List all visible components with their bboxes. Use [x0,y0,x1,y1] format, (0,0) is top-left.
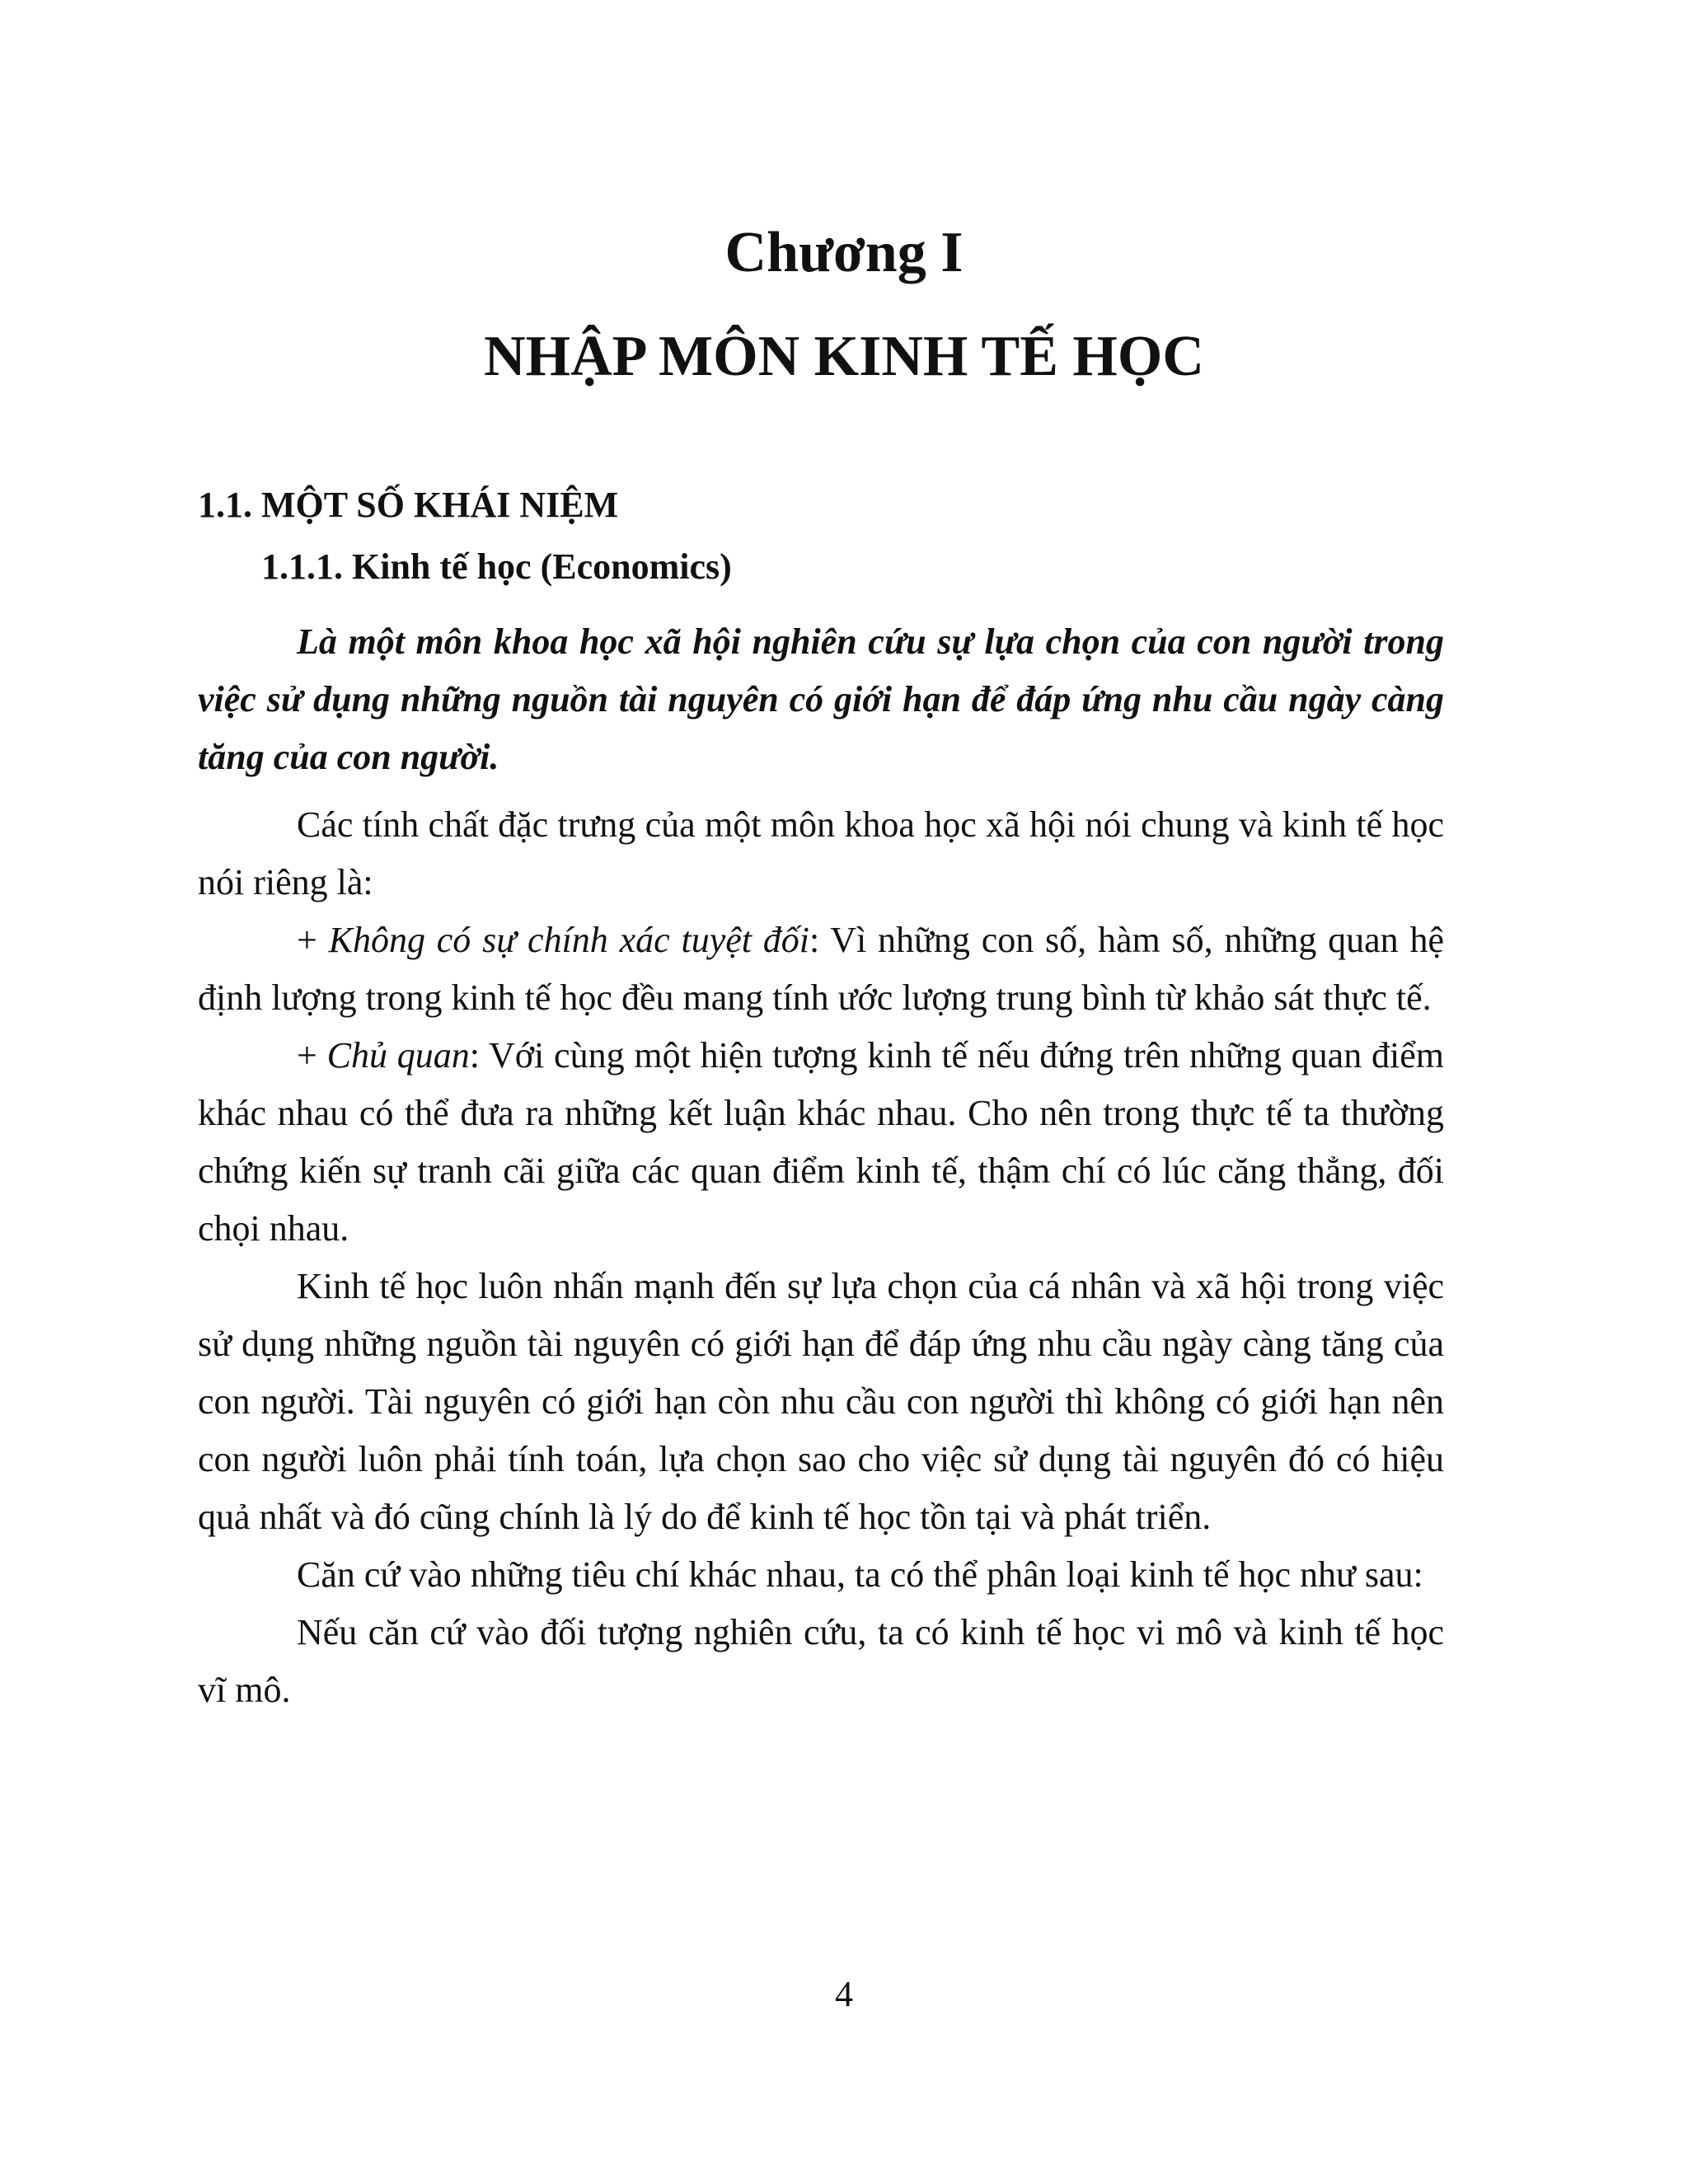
chapter-number: Chương I [724,221,964,284]
subsection-heading: 1.1.1. Kinh tế học (Economics) [261,546,732,587]
section-heading: 1.1. MỘT SỐ KHÁI NIỆM [198,485,619,525]
characteristics-intro-paragraph: Các tính chất đặc trưng của một môn khoa học xã hội nói chung và kinh tế học nói riêng là: [198,804,1444,902]
classification-object-paragraph: Nếu căn cứ vào đối tượng nghiên cứu, ta có kinh tế học vi mô và kinh tế học vĩ mô. [198,1612,1444,1710]
point-one-text: : Vì những con số, hàm số, những quan hệ định lượng trong kinh tế học đều mang tính ước lượng trung bình từ khảo sát thực tế. [198,920,1444,1018]
point-two-paragraph [198,1027,1444,1258]
emphasis-paragraph: Kinh tế học luôn nhấn mạnh đến sự lựa chọn của cá nhân và xã hội trong việc sử dụng những nguồn tài nguyên có giới hạn để đáp ứng nhu cầu ngày càng tăng của con người. Tài nguyên có giới hạn còn nhu cầu con người thì không có giới hạn nên con người luôn phải tính toán, lựa chọn sao cho việc sử dụng tài nguyên đó có hiệu quả nhất và đó cũng chính là lý do để kinh tế học tồn tại và phát triển. [198,1266,1444,1537]
body-text [198,613,1444,1719]
point-two-prefix: + [297,1035,327,1076]
chapter-title: NHẬP MÔN KINH TẾ HỌC [484,325,1204,388]
definition-paragraph: Là một môn khoa học xã hội nghiên cứu sự lựa chọn của con người trong việc sử dụng những nguồn tài nguyên có giới hạn để đáp ứng nhu cầu ngày càng tăng của con người. [198,621,1444,777]
point-two-text: : Với cùng một hiện tượng kinh tế nếu đứng trên những quan điểm khác nhau có thể đưa ra những kết luận khác nhau. Cho nên trong thực tế ta thường chứng kiến sự tranh cãi giữa các quan điểm kinh tế, thậm chí có lúc căng thẳng, đối chọi nhau. [198,1035,1444,1249]
point-one-term: Không có sự chính xác tuyệt đối [328,920,810,960]
point-two-term: Chủ quan [326,1035,470,1076]
page-number: 4 [835,1974,853,2014]
point-one-prefix: + [297,920,329,960]
point-one-paragraph [198,912,1444,1027]
classification-intro-paragraph: Căn cứ vào những tiêu chí khác nhau, ta có thể phân loại kinh tế học như sau: [297,1554,1423,1595]
